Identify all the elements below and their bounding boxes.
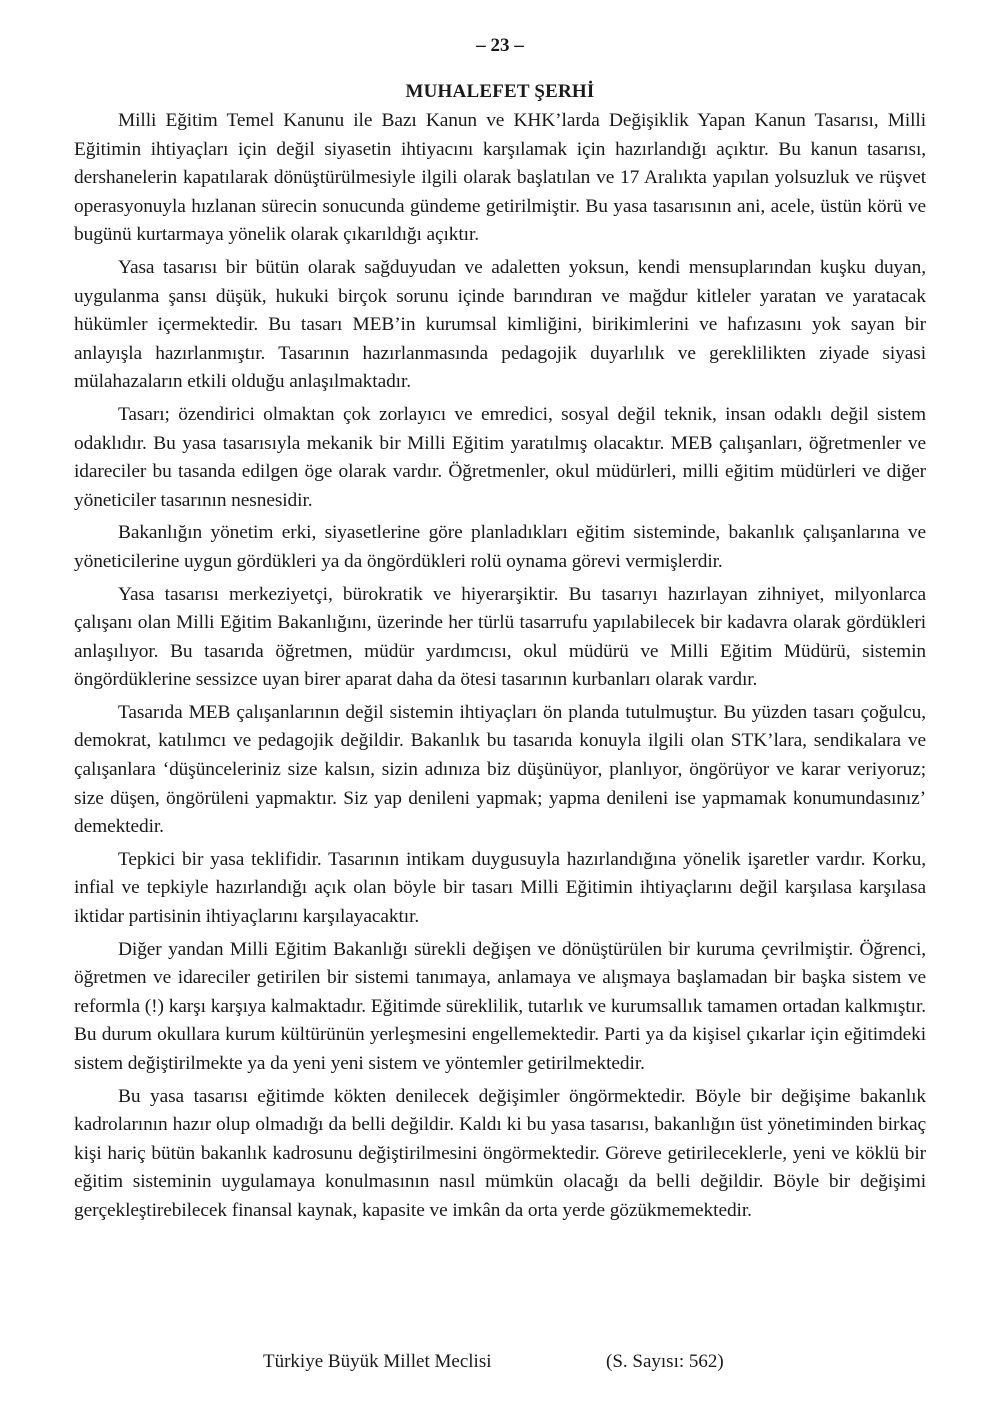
paragraph: Tasarı; özendirici olmaktan çok zorlayıcı ve emredici, sosyal değil teknik, insan odaklı değil sistem odaklıdır. Bu yasa tasarısıyla mekanik bir Milli Eğitim yaratılmış olacaktır. MEB çalışanları, öğretmenler ve idareciler bu tasanda edilgen öge olarak vardır. Öğretmenler, okul müdürleri, milli eğitim müdürleri ve diğer yöneticiler tasarının nesnesidir. xyxy=(74,403,926,511)
document-title: MUHALEFET ŞERHİ xyxy=(405,81,595,102)
paragraph: Diğer yandan Milli Eğitim Bakanlığı sürekli değişen ve dönüştürülen bir kuruma çevrilmiştir. Öğrenci, öğretmen ve idareciler getirilen bir sistemi tanımaya, anlamaya ve alışmaya başlamadan bir başka sistem ve reformla (!) karşı karşıya kalmaktadır. Eğitimde süreklilik, tutarlık ve kurumsallık tamamen ortadan kalkmıştır. Bu durum okullara kurum kültürünün yerleşmesini engellemektedir. Parti ya da kişisel çıkarlar için eğitimdeki sistem değiştirilmekte ya da yeni yeni sistem ve yöntemler getirilmektedir. xyxy=(74,938,926,1074)
footer-issue-number: (S. Sayısı: 562) xyxy=(606,1351,724,1372)
page-number: – 23 – xyxy=(476,35,524,56)
paragraph: Bakanlığın yönetim erki, siyasetlerine göre planladıkları eğitim sisteminde, bakanlık çalışanlarına ve yöneticilerine uygun gördükleri ya da öngördükleri rolü oynama görevi vermişlerdir. xyxy=(74,522,926,572)
paragraph: Tasarıda MEB çalışanlarının değil sistemin ihtiyaçları ön planda tutulmuştur. Bu yüzden tasarı çoğulcu, demokrat, katılımcı ve pedagojik değildir. Bakanlık bu tasarıda konuyla ilgili olan STK’lara, sendikalara ve çalışanlara ‘düşünceleriniz size kalsın, sizin adınıza biz düşünüyor, planlıyor, öngörüyor ve karar veriyoruz; size düşen, öngörüleni yapmaktır. Siz yap denileni yapmak; yapma denileni ise yapmamak konumundasınız’ demektedir. xyxy=(74,701,926,838)
paragraph: Yasa tasarısı bir bütün olarak sağduyudan ve adaletten yoksun, kendi mensuplarından kuşku duyan, uygulanma şansı düşük, hukuki birçok sorunu içinde barındıran ve mağdur kitleler yaratan ve yaratacak hükümler içermektedir. Bu tasarı MEB’in kurumsal kimliğini, birikimlerini ve hafızasını yok sayan bir anlayışla hazırlanmıştır. Tasarının hazırlanmasında pedagojik duyarlılık ve gereklilikten ziyade siyasi mülahazaların etkili olduğu anlaşılmaktadır. xyxy=(74,256,926,393)
paragraph: Bu yasa tasarısı eğitimde kökten denilecek değişimler öngörmektedir. Böyle bir değişime bakanlık kadrolarının hazır olup olmadığı da belli değildir. Kaldı ki bu yasa tasarısı, bakanlığın üst yönetiminden birkaç kişi hariç bütün bakanlık kadrosunu değiştirilmesini öngörmektedir. Göreve getirileceklerle, yeni ve köklü bir eğitim sisteminin uygulamaya konulmasının nasıl mümkün olacağı da belli değildir. Böyle bir değişimi gerçekleştirebilecek finansal kaynak, kapasite ve imkân da orta yerde gözükmemektedir. xyxy=(74,1085,926,1221)
paragraph: Milli Eğitim Temel Kanunu ile Bazı Kanun ve KHK’larda Değişiklik Yapan Kanun Tasarısı, Milli Eğitimin ihtiyaçları için değil siyasetin ihtiyacını karşılamak için hazırlandığı açıktır. Bu kanun tasarısı, dershanelerin kapatılarak dönüştürülmesiyle ilgili olarak başlatılan ve 17 Aralıkta yapılan yolsuzluk ve rüşvet operasyonuyla hızlanan sürecin sonucunda gündeme getirilmiştir. Bu yasa tasarısının ani, acele, üstün körü ve bugünü kurtarmaya yönelik olarak çıkarıldığı açıktır. xyxy=(74,110,926,246)
footer-institution: Türkiye Büyük Millet Meclisi xyxy=(263,1351,492,1372)
document-body xyxy=(74,107,926,1230)
paragraph: Yasa tasarısı merkeziyetçi, bürokratik ve hiyerarşiktir. Bu tasarıyı hazırlayan zihniyet, milyonlarca çalışanı olan Milli Eğitim Bakanlığını, üzerinde her türlü tasarrufu yapılabilecek bir kadavra olarak gördükleri anlaşılıyor. Bu tasarıda öğretmen, müdür yardımcısı, okul müdürü ve Milli Eğitim Müdürü, sistemin öngördüklerine sessizce uyan birer aparat daha da ötesi tasarının kurbanları olarak vardır. xyxy=(74,583,926,691)
paragraph: Tepkici bir yasa teklifidir. Tasarının intikam duygusuyla hazırlandığına yönelik işaretler vardır. Korku, infial ve tepkiyle hazırlandığı açık olan böyle bir tasarı Milli Eğitimin ihtiyaçlarını değil karşılasa karşılasa iktidar partisinin ihtiyaçlarını karşılayacaktır. xyxy=(74,848,926,928)
